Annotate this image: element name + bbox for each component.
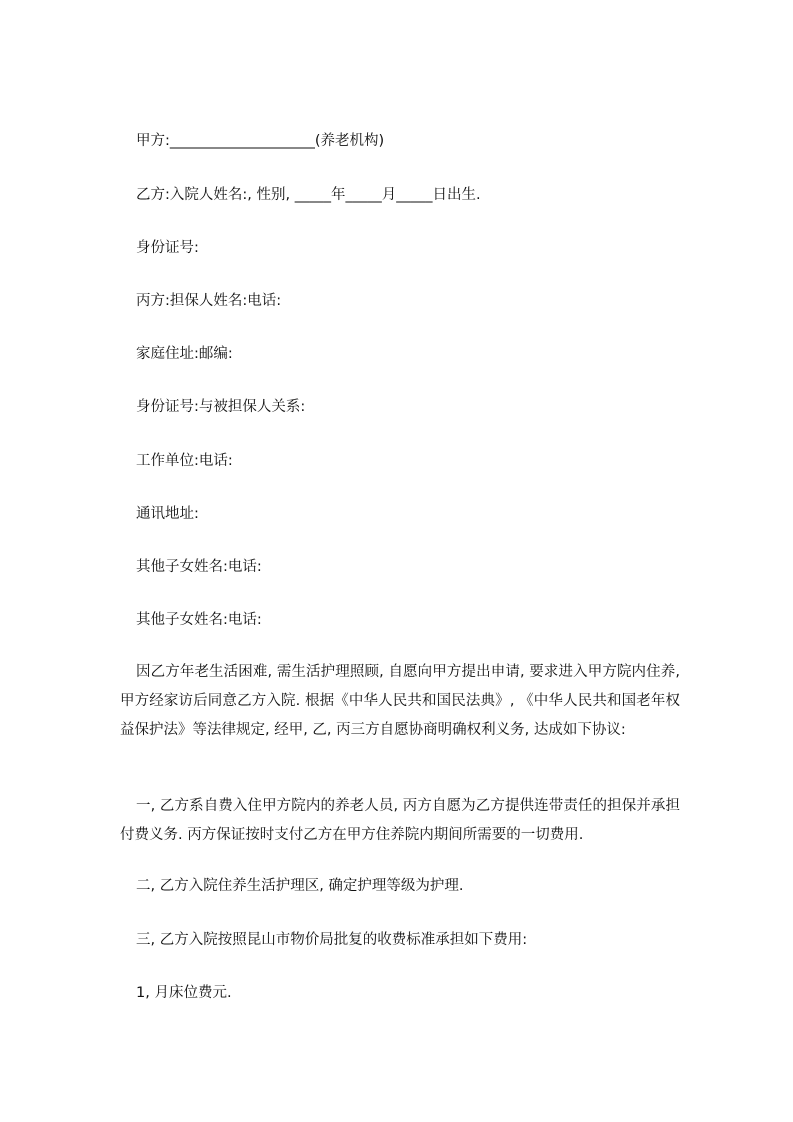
home-address-line: 家庭住址:邮编: bbox=[136, 346, 233, 362]
party-a-line: 甲方:____________________(养老机构) bbox=[136, 133, 385, 149]
item-1-line: 1, 月床位费元. bbox=[136, 985, 232, 1001]
other-child-line-2: 其他子女姓名:电话: bbox=[136, 612, 262, 628]
other-child-line-1: 其他子女姓名:电话: bbox=[136, 559, 262, 575]
party-c-line: 丙方:担保人姓名:电话: bbox=[136, 293, 282, 309]
mail-address-line: 通讯地址: bbox=[136, 506, 199, 522]
clause-2-line: 二, 乙方入院住养生活护理区, 确定护理等级为护理. bbox=[136, 878, 464, 894]
id-relation-line: 身份证号:与被担保人关系: bbox=[136, 399, 306, 415]
clause-3-line: 三, 乙方入院按照昆山市物价局批复的收费标准承担如下费用: bbox=[136, 932, 528, 948]
clause-1-paragraph: 一, 乙方系自费入住甲方院内的养老人员, 丙方自愿为乙方提供连带责任的担保并承担付费义务. 丙方保证按时支付乙方在甲方住养院内期间所需要的一切费用. bbox=[120, 798, 680, 843]
work-unit-line: 工作单位:电话: bbox=[136, 453, 233, 469]
intro-paragraph: 因乙方年老生活困难, 需生活护理照顾, 自愿向甲方提出申请, 要求进入甲方院内住养, 甲方经家访后同意乙方入院. 根据《中华人民共和国民法典》, 《中华人民共和国老年权益保护法》等法律规定, 经甲, 乙, 丙三方自愿协商明确权利义务, 达成如下协议: bbox=[120, 664, 680, 738]
id-number-line: 身份证号: bbox=[136, 240, 199, 256]
party-b-line: 乙方:入院人姓名:, 性别, _____年_____月_____日出生. bbox=[136, 187, 481, 203]
